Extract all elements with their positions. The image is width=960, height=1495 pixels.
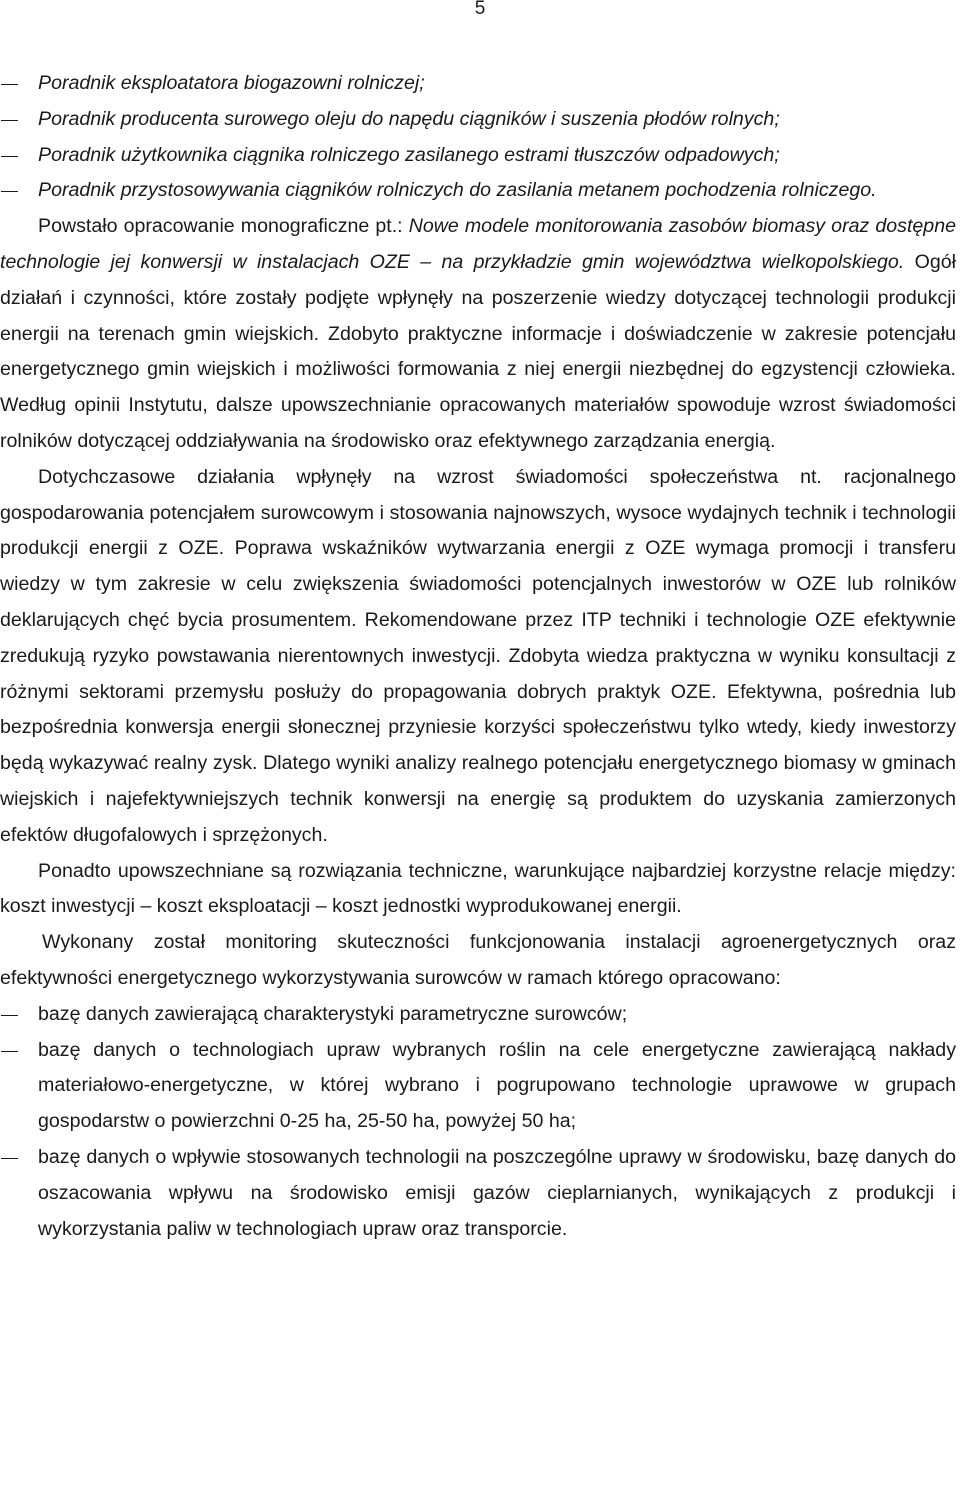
paragraph-body: Ogół działań i czynności, które zostały podjęte wpłynęły na poszerzenie wiedzy dotyczącej technologii produkcji energii na terenach gmin wiejskich. Zdobyto praktyczne informacje i doświadczenie w zakresie potencjału energetycznego gmin wiejskich i możliwości formowania z niej energii niezbędnej do egzystencji człowieka. Według opinii Instytutu, dalsze upowszechnianie opracowanych materiałów spowoduje wzrost świadomości rolników dotyczącej oddziaływania na środowisko oraz efektywnego zarządzania energią.: [0, 250, 956, 452]
list-item: Poradnik eksploatatora biogazowni rolniczej;: [38, 72, 425, 94]
monograph-title: Nowe modele monitorowania zasobów biomasy oraz dostępne technologie jej konwersji w instalacjach OZE – na przykładzie gmin województwa wielkopolskiego.: [0, 215, 956, 273]
page-number: 5: [474, 0, 486, 19]
databases-list: [0, 997, 956, 1248]
page-content: [0, 66, 956, 1247]
list-item: bazę danych o wpływie stosowanych technologii na poszczególne uprawy w środowisku, bazę danych do oszacowania wpływu na środowisko emisji gazów cieplarnianych, wynikających z produkcji i wykorzystania paliw w technologiach upraw oraz transporcie.: [38, 1145, 956, 1240]
list-item: bazę danych o technologiach upraw wybranych roślin na cele energetyczne zawierającą nakłady materiałowo-energetyczne, w której wybrano i pogrupowano technologie uprawowe w grupach gospodarstw o powierzchni 0-25 ha, 25-50 ha, powyżej 50 ha;: [38, 1038, 956, 1133]
paragraph-solutions: Ponadto upowszechniane są rozwiązania techniczne, warunkujące najbardziej korzystne relacje między: koszt inwestycji – koszt eksploatacji – koszt jednostki wyprodukowanej energii.: [0, 859, 956, 918]
list-item: Poradnik użytkownika ciągnika rolniczego zasilanego estrami tłuszczów odpadowych;: [38, 143, 780, 166]
paragraph-lead: Powstało opracowanie monograficzne pt.:: [38, 215, 409, 238]
list-item: bazę danych zawierającą charakterystyki parametryczne surowców;: [38, 1002, 628, 1025]
list-item: Poradnik przystosowywania ciągników rolniczych do zasilania metanem pochodzenia rolniczego.: [38, 179, 877, 202]
guides-list: [0, 66, 956, 209]
paragraph-awareness: Dotychczasowe działania wpłynęły na wzrost świadomości społeczeństwa nt. racjonalnego gospodarowania potencjałem surowcowym i stosowania najnowszych, wysoce wydajnych technik i technologii produkcji energii z OZE. Poprawa wskaźników wytwarzania energii z OZE wymaga promocji i transferu wiedzy w tym zakresie w celu zwiększenia świadomości potencjalnych inwestorów w OZE lub rolników deklarujących chęć bycia prosumentem. Rekomendowane przez ITP techniki i technologie OZE efektywnie zredukują ryzyko powstawania nierentownych inwestycji. Zdobyta wiedza praktyczna w wyniku konsultacji z różnymi sektorami przemysłu posłuży do propagowania dobrych praktyk OZE. Efektywna, pośrednia lub bezpośrednia konwersja energii słonecznej przyniesie korzyści społeczeństwu tylko wtedy, kiedy inwestorzy będą wykazywać realny zysk. Dlatego wyniki analizy realnego potencjału energetycznego biomasy w gminach wiejskich i najefektywniejszych technik konwersji na energię są produktem do uzyskania zamierzonych efektów długofalowych i sprzężonych.: [0, 465, 956, 846]
paragraph-monograph: [0, 209, 956, 460]
list-item: Poradnik producenta surowego oleju do napędu ciągników i suszenia płodów rolnych;: [38, 107, 780, 130]
paragraph-monitoring: Wykonany został monitoring skuteczności funkcjonowania instalacji agroenergetycznych oraz efektywności energetycznego wykorzystywania surowców w ramach którego opracowano:: [0, 931, 956, 989]
